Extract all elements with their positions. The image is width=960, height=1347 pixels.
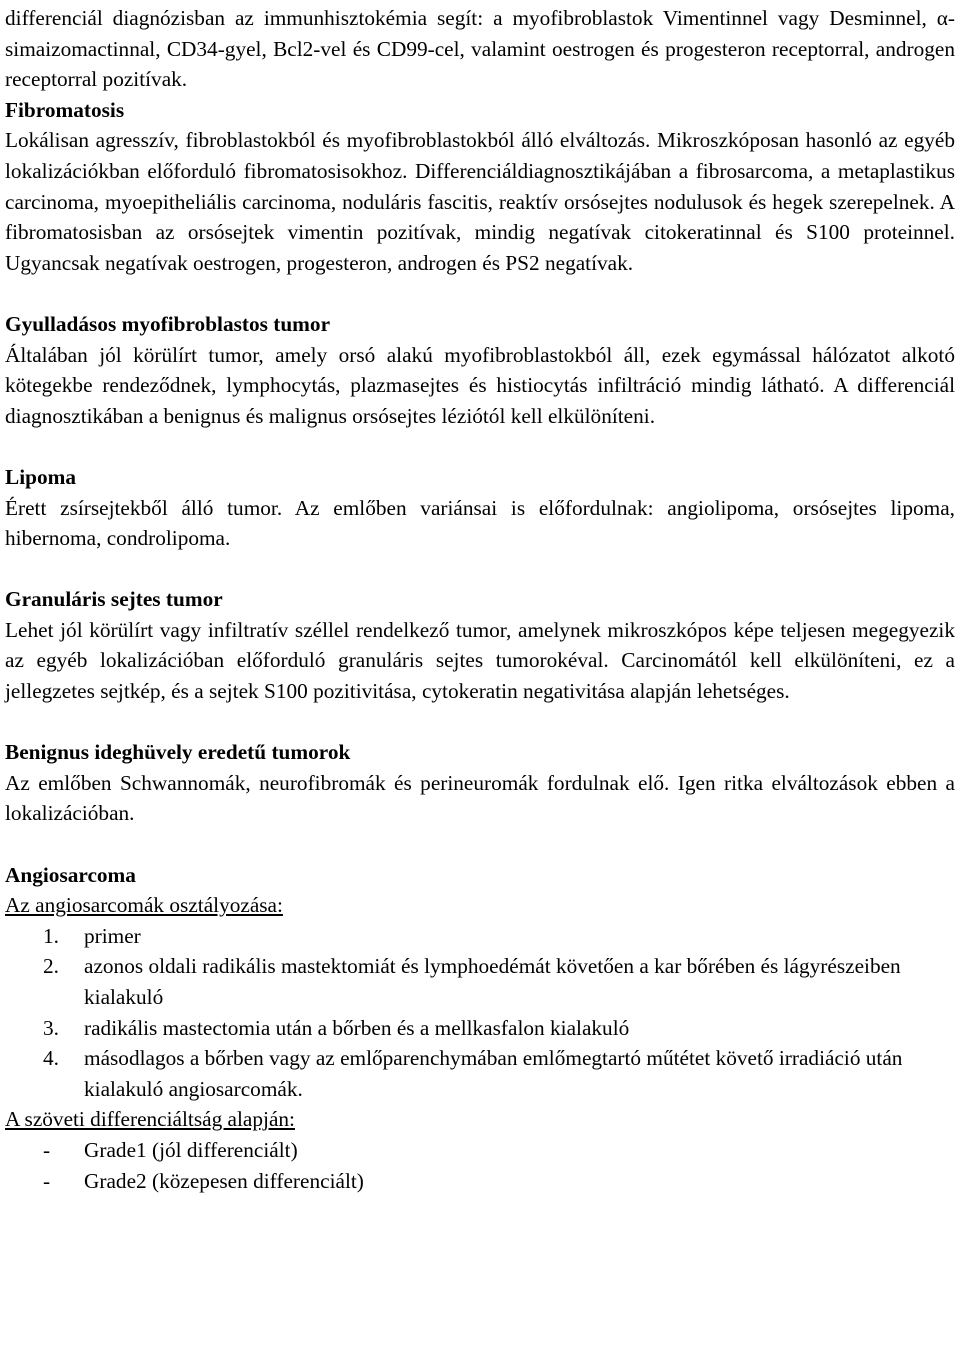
list-item-text: azonos oldali radikális mastektomiát és lymphoedémát követően a kar bőrében és lágyrészeiben kialakuló (84, 954, 901, 1009)
list-item-text: radikális mastectomia után a bőrben és a mellkasfalon kialakuló (84, 1015, 630, 1040)
list-item (5, 1013, 955, 1044)
section-lipoma (5, 462, 955, 554)
classification-subheading: Az angiosarcomák osztályozása: (5, 893, 283, 918)
list-item (5, 951, 955, 1012)
section-paragraph: Érett zsírsejtekből álló tumor. Az emlőben variánsai is előfordulnak: angiolipoma, orsósejtes lipoma, hibernoma, condrolipoma. (5, 495, 955, 551)
list-item-text: Grade2 (közepesen differenciált) (84, 1168, 364, 1193)
section-inflammatory-myofibroblastic-tumor (5, 309, 955, 431)
list-item (5, 1166, 955, 1197)
list-item (5, 921, 955, 952)
section-heading: Angiosarcoma (5, 862, 136, 887)
section-nerve-sheath-tumors (5, 737, 955, 829)
list-number: 4. (43, 1046, 59, 1071)
grade-subheading: A szöveti differenciáltság alapján: (5, 1107, 295, 1132)
list-item (5, 1043, 955, 1104)
list-number: 3. (43, 1015, 59, 1040)
list-item-text: primer (84, 923, 141, 948)
list-item (5, 1135, 955, 1166)
section-paragraph: Az emlőben Schwannomák, neurofibromák és perineuromák fordulnak elő. Igen ritka elváltozások ebben a lokalizációban. (5, 770, 955, 826)
list-dash: - (43, 1137, 51, 1162)
section-heading: Fibromatosis (5, 97, 125, 122)
section-heading: Lipoma (5, 464, 77, 489)
grade-list (5, 1135, 955, 1196)
section-paragraph: Lokálisan agresszív, fibroblastokból és myofibroblastokból álló elváltozás. Mikroszkóposan hasonló az egyéb lokalizációkban előforduló fibromatosisokhoz. Differenciáldiagnosztikájában a fibrosarcoma, a metaplastikus carcinoma, myoepitheliális carcinoma, noduláris fascitis, reaktív orsósejtes nodulusok és hegek szerepelnek. A fibromatosisban az orsósejtek vimentin pozitívak, mindig negatívak citokeratinnal és S100 proteinnel. Ugyancsak negatívak oestrogen, progesteron, androgen és PS2 negatívak. (5, 128, 956, 275)
section-angiosarcoma (5, 860, 955, 1197)
section-fibromatosis (5, 95, 955, 279)
section-heading: Benignus ideghüvely eredetű tumorok (5, 740, 351, 765)
list-item-text: Grade1 (jól differenciált) (84, 1137, 298, 1162)
list-item-text: másodlagos a bőrben vagy az emlőparenchymában emlőmegtartó műtétet követő irradiáció után kialakuló angiosarcomák. (84, 1046, 903, 1101)
section-granular-cell-tumor (5, 584, 955, 706)
list-number: 2. (43, 954, 59, 979)
classification-list (5, 921, 955, 1105)
section-paragraph: Általában jól körülírt tumor, amely orsó alakú myofibroblastokból áll, ezek egymással hálózatot alkotó kötegekbe rendeződnek, lymphocytás, plazmasejtes és histiocytás infiltráció mindig látható. A differenciál diagnosztikában a benignus és malignus orsósejtes léziótól kell elkülöníteni. (5, 342, 955, 428)
list-dash: - (43, 1168, 51, 1193)
list-number: 1. (43, 923, 59, 948)
intro-paragraph: differenciál diagnózisban az immunhisztokémia segít: a myofibroblastok Vimentinnel vagy Desminnel, α-simaizomactinnal, CD34-gyel, Bcl2-vel és CD99-cel, valamint oestrogen és progesteron receptorral, androgen receptorral pozitívak. (5, 6, 955, 92)
section-paragraph: Lehet jól körülírt vagy infiltratív széllel rendelkező tumor, amelynek mikroszkópos képe teljesen megegyezik az egyéb lokalizációban előforduló granuláris sejtes tumorokéval. Carcinomától kell elkülöníteni, ez a jellegzetes sejtkép, és a sejtek S100 pozitivitása, cytokeratin negativitása alapján lehetséges. (5, 617, 955, 704)
section-heading: Gyulladásos myofibroblastos tumor (5, 311, 331, 336)
section-heading: Granuláris sejtes tumor (5, 587, 223, 612)
